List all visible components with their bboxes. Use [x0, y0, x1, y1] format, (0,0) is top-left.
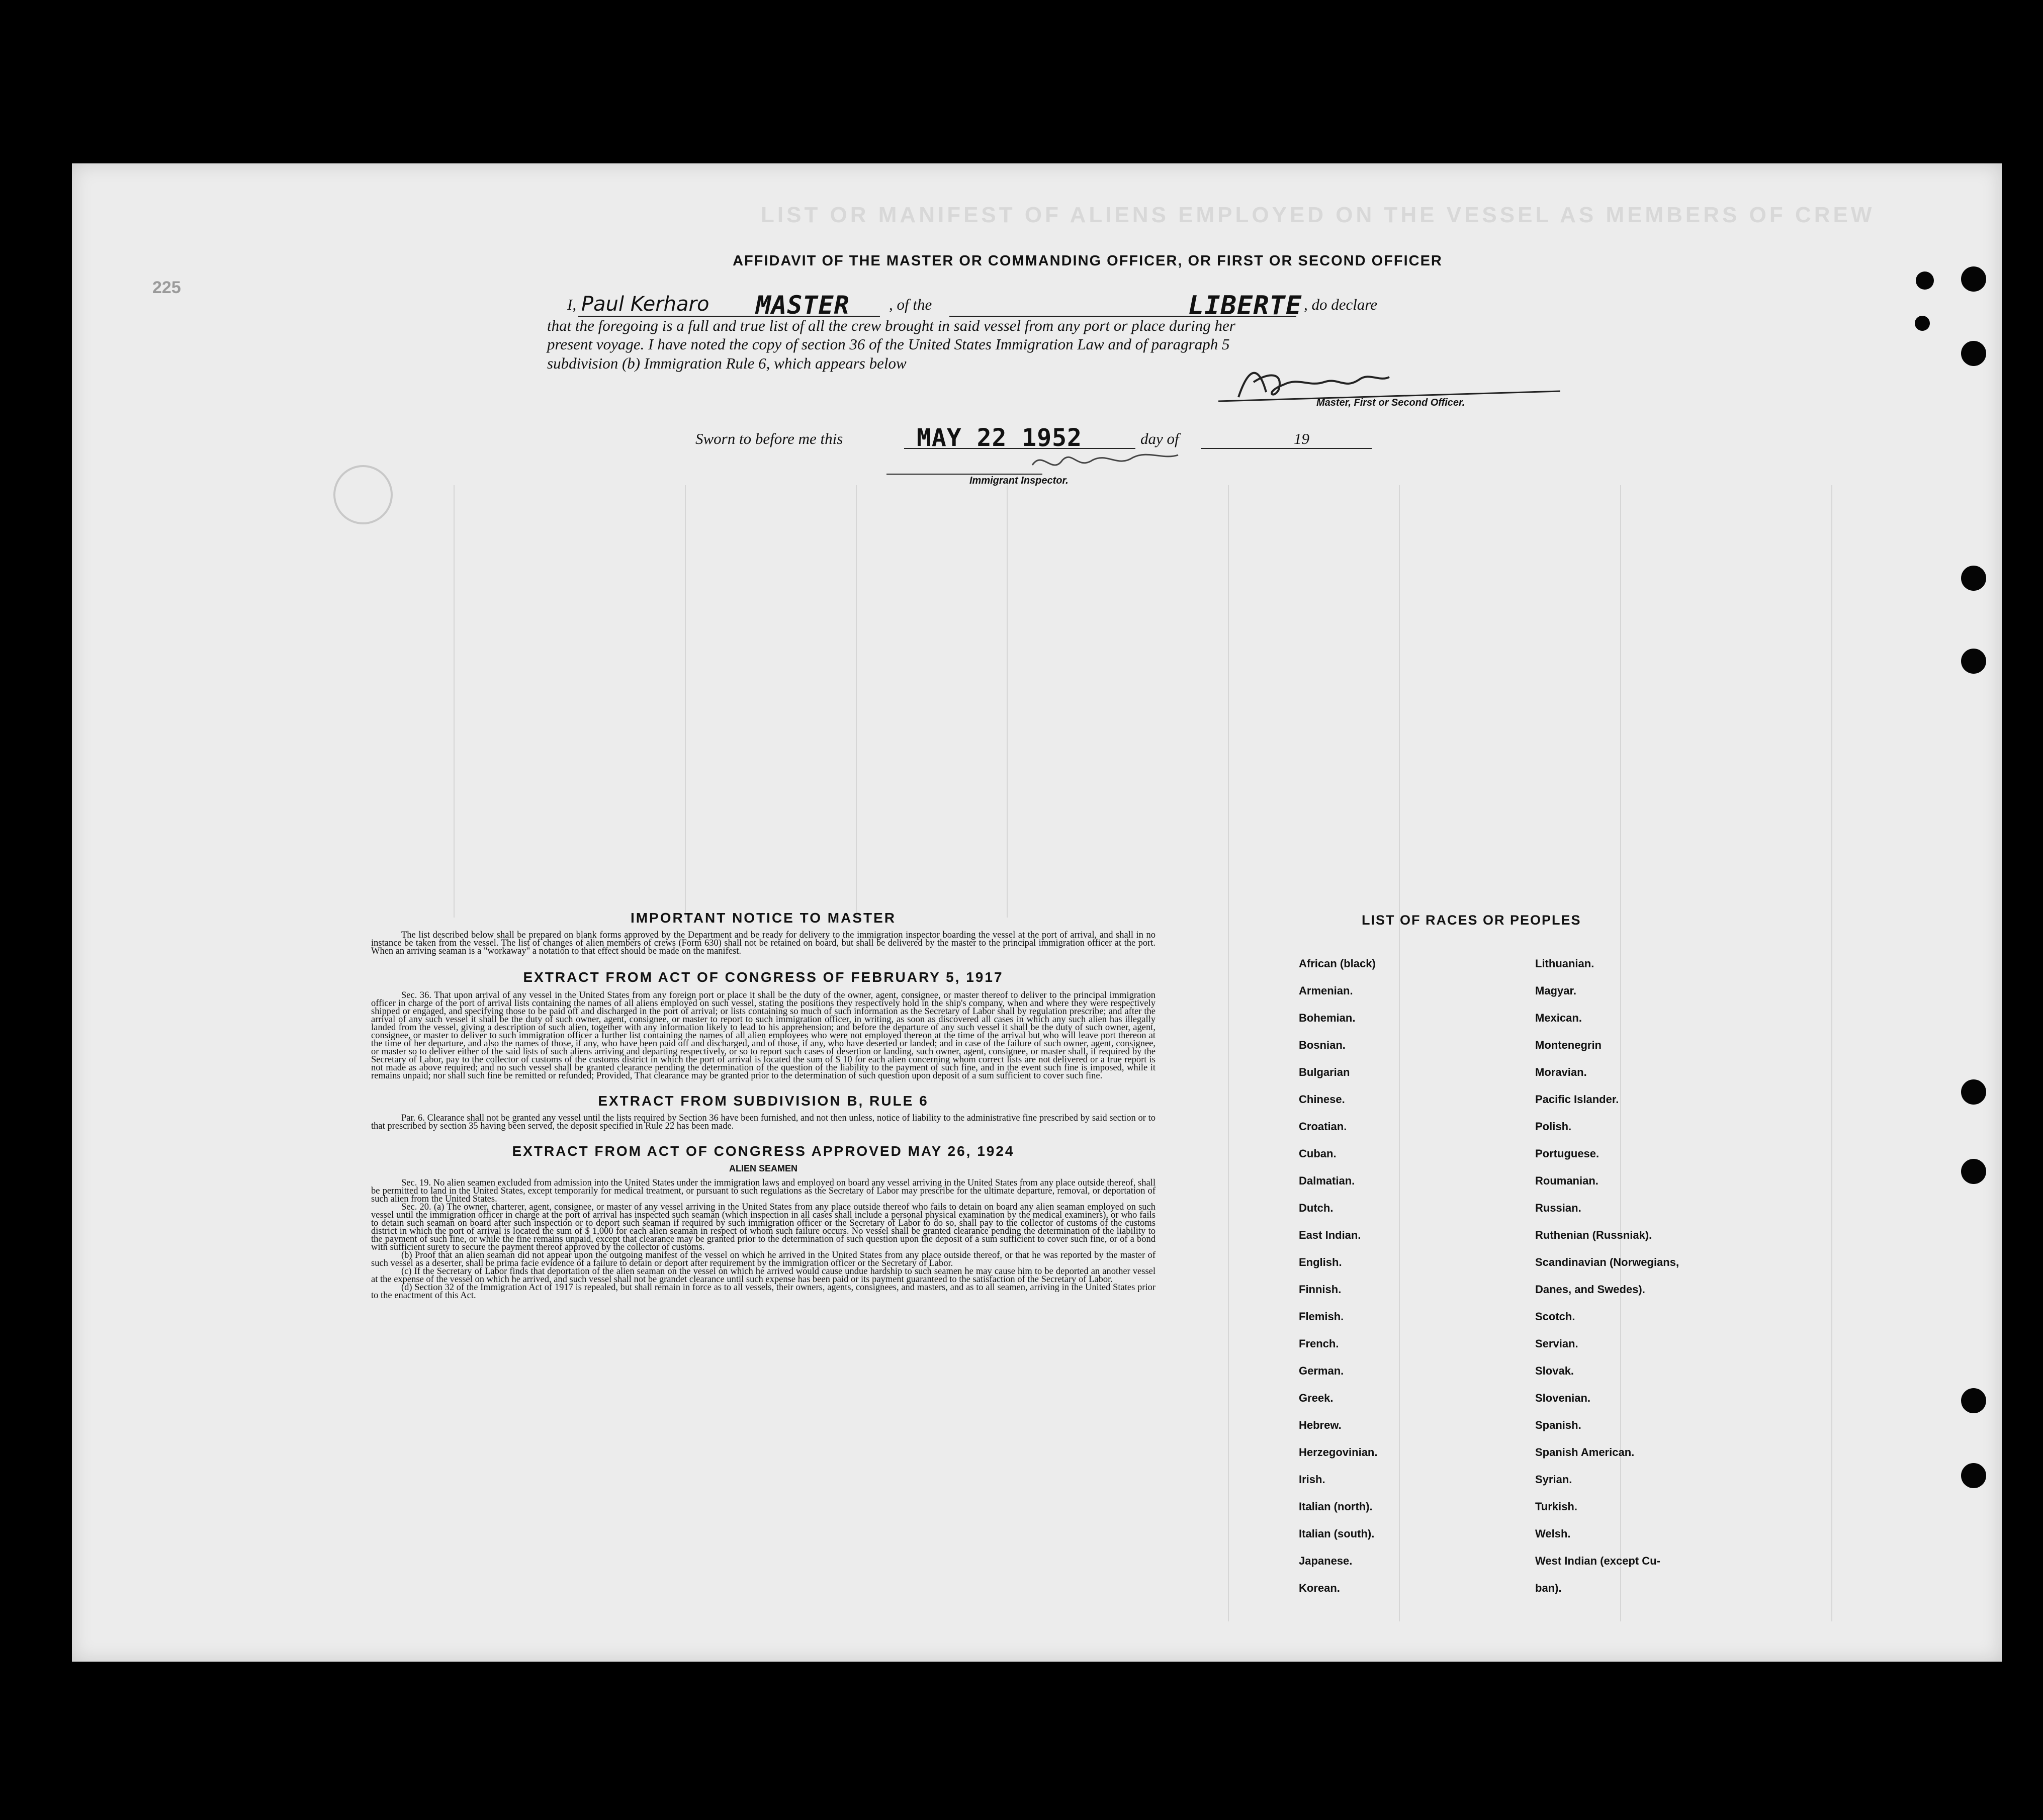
race-item: Scandinavian (Norwegians, [1535, 1256, 1679, 1268]
race-item: Portuguese. [1535, 1147, 1600, 1160]
punch-hole [1961, 341, 1986, 366]
race-item: Italian (south). [1299, 1527, 1375, 1540]
affidavit-body-3: subdivision (b) Immigration Rule 6, which appears below [547, 354, 907, 372]
race-item: Roumanian. [1535, 1174, 1598, 1187]
extract-rule6-body: Par. 6. Clearance shall not be granted any vessel until the lists required by Section 36 have been furnished, and not then unless, notice of liability to the administrative fine prescribed by said section or to that prescribed by section 35 having been served, the deposit specified in Rule 22 has been made. [371, 1113, 1156, 1131]
race-item: Dutch. [1299, 1202, 1334, 1214]
race-item: Flemish. [1299, 1310, 1344, 1323]
race-item: German. [1299, 1364, 1344, 1377]
race-item: Cuban. [1299, 1147, 1337, 1160]
master-title-stamp: MASTER [756, 291, 850, 320]
document-page [72, 163, 2002, 1662]
race-item: Chinese. [1299, 1093, 1345, 1106]
race-item: Spanish. [1535, 1419, 1581, 1431]
race-item: Servian. [1535, 1337, 1578, 1350]
race-item: Japanese. [1299, 1555, 1353, 1567]
race-item: Herzegovinian. [1299, 1446, 1378, 1459]
affidavit-line-declare [567, 291, 1573, 321]
race-item: Finnish. [1299, 1283, 1342, 1296]
extract-1924-title: EXTRACT FROM ACT OF CONGRESS APPROVED MAY 26, 1924 [512, 1143, 1015, 1159]
race-item: Lithuanian. [1535, 957, 1594, 970]
faint-round-stamp [333, 465, 393, 524]
race-item: Greek. [1299, 1392, 1334, 1404]
affidavit-title: AFFIDAVIT OF THE MASTER OR COMMANDING OFFICER, OR FIRST OR SECOND OFFICER [733, 253, 1443, 269]
edge-hole [1915, 316, 1930, 331]
races-title: LIST OF RACES OR PEOPLES [1362, 913, 1581, 928]
race-item: French. [1299, 1337, 1339, 1350]
notice-title: IMPORTANT NOTICE TO MASTER [630, 910, 897, 926]
race-item: Armenian. [1299, 984, 1353, 997]
race-item: Syrian. [1535, 1473, 1572, 1486]
punch-hole [1961, 1388, 1986, 1413]
inspector-caption: Immigrant Inspector. [969, 475, 1069, 486]
sec20b: (b) Proof that an alien seaman did not appear upon the outgoing manifest of the vessel on which he arrived in the United States from any place outside thereof, or that he was reported by the master of such vessel as a deserter, shall be prima facie evidence of a failure to detain or deport after requirement by the immigration officer or the Secretary of Labor. [371, 1250, 1156, 1268]
extract-1917-body: Sec. 36. That upon arrival of any vessel in the United States from any foreign port or place it shall be the duty of the owner, agent, consignee, or master thereof to deliver to the principal immigration officer in charge of the port of arrival lists containing the names of all aliens employed on such vessel, stating the positions they respectively hold in the ship's company, when and where they were respectively shipped or engaged, and specifying those to be paid off and discharged in the port of arrival; or lists containing so much of such information as the Secretary of Labor shall by regulation prescribe; and after the arrival of any such vessel it shall be the duty of such owner, agent, consignee, or master to report to such immigration officer, in writing, as soon as discovered all cases in which any such alien has illegally landed from the vessel, giving a description of such alien, together with any information likely to lead to his apprehension; and before the departure of any such vessel it shall be the duty of such owner, agent, consignee, or master to deliver to such immigration officer a further list containing the names of all alien employees who were not employed thereon at the time of the arrival but who will leave port thereon at the time of her departure, and also the names of those, if any, who have been paid off and discharged, and of those, if any, who have deserted or landed; and in case of the failure of such owner, agent, consignee, or master so to deliver either of the said lists of such aliens arriving and departing respectively, or so to report such cases of desertion or landing, such owner, agent, consignee, or master shall, if required by the Secretary of Labor, pay to the collector of customs of the customs district in which the port of arrival is located the sum of $ 10 for each alien concerning whom correct lists are not delivered or a true report is not made as above required; and no such vessel shall be granted clearance pending the determination of the question of the liability to the payment of such fine, and in the event such fine is imposed, while it remains unpaid; nor shall such fine be remitted or refunded; Provided, That clearance may be granted prior to the determination of such question upon deposit of a sum sufficient to cover such fine. [371, 990, 1156, 1081]
race-item: Hebrew. [1299, 1419, 1342, 1431]
race-item: Mexican. [1535, 1012, 1582, 1024]
race-item: Italian (north). [1299, 1500, 1373, 1513]
sec20d: (d) Section 32 of the Immigration Act of 1917 is repealed, but shall remain in force as to all vessels, their owners, agents, consignees, and masters, and as to all seamen, arriving in the United States prior to the enactment of this Act. [371, 1283, 1156, 1301]
affidavit-prefix: I, [567, 296, 577, 313]
punch-hole [1961, 649, 1986, 674]
sec19: Sec. 19. No alien seamen excluded from admission into the United States under the immigration laws and employed on board any vessel arriving in the United States from any place outside thereof, shall be permitted to land in the United States, except temporarily for medical treatment, or pursuant to such regulations as the Secretary of Labor may prescribe for the ultimate departure, removal, or deportation of such alien from the United States. [371, 1178, 1156, 1204]
race-item: Montenegrin [1535, 1039, 1602, 1051]
race-item: Croatian. [1299, 1120, 1347, 1133]
race-item: East Indian. [1299, 1229, 1361, 1241]
vessel-name-stamp: LIBERTE [1188, 291, 1302, 321]
punch-hole [1961, 1463, 1986, 1488]
extract-rule6-title: EXTRACT FROM SUBDIVISION B, RULE 6 [598, 1093, 929, 1109]
of-the-label: , of the [889, 296, 932, 313]
edge-hole [1916, 271, 1934, 290]
day-of-label: day of [1140, 430, 1179, 447]
sworn-date-stamp: MAY 22 1952 [917, 424, 1082, 452]
race-item: Bosnian. [1299, 1039, 1346, 1051]
race-item: Pacific Islander. [1535, 1093, 1619, 1106]
race-item: Welsh. [1535, 1527, 1571, 1540]
race-item: Bulgarian [1299, 1066, 1350, 1078]
race-item: ban). [1535, 1582, 1562, 1594]
race-item: African (black) [1299, 957, 1376, 970]
affidavit-body-2: present voyage. I have noted the copy of section 36 of the United States Immigration Law and of paragraph 5 [547, 335, 1230, 353]
sworn-prefix: Sworn to before me this [695, 430, 843, 447]
race-item: English. [1299, 1256, 1342, 1268]
punch-hole [1961, 266, 1986, 292]
race-item: West Indian (except Cu- [1535, 1555, 1660, 1567]
race-item: Moravian. [1535, 1066, 1587, 1078]
ghost-header-title: LIST OR MANIFEST OF ALIENS EMPLOYED ON THE VESSEL AS MEMBERS OF CREW [761, 203, 1875, 227]
race-item: Magyar. [1535, 984, 1576, 997]
race-item: Spanish American. [1535, 1446, 1635, 1459]
extract-1924-subtitle: ALIEN SEAMEN [729, 1163, 797, 1173]
master-name-handwritten: Paul Kerharo [581, 293, 709, 316]
race-item: Polish. [1535, 1120, 1572, 1133]
race-item: Slovak. [1535, 1364, 1574, 1377]
sec20c: (c) If the Secretary of Labor finds that deportation of the alien seaman on the vessel on which he arrived would cause undue hardship to such seamen he may cause him to be deported an another vessel at the expense of the vessel on which he arrived, and such vessel shall not be grandet clearance until such expense has been paid or its payment guaranteed to the satisfaction of the Secretary of Labor. [371, 1266, 1156, 1285]
race-item: Korean. [1299, 1582, 1340, 1594]
sec20a: Sec. 20. (a) The owner, charterer, agent, consignee, or master of any vessel arriving in the United States from any place outside thereof who fails to detain on board any alien seaman employed on such vessel until the immigration officer in charge at the port of arrival has inspected such seaman (which inspection in all cases shall include a personal physical examination by the medical examiners), or who fails to detain such seaman on board after such inspection or to deport such seaman if required by such immigration officer or the Secretary of Labor to do so, shall pay to the collector of customs of the customs district in which the port of arrival is located the sum of $ 1,000 for each alien seaman in respect of whom such failure occurs. No vessel shall be granted clearance pending the determination of the liability to the payment of such fine, or while the fine remains unpaid, except that clearance may be granted prior to the determination of such question upon the deposit of a sum sufficient to cover such fine, or of a bond with sufficient surety to secure the payment thereof approved by the collector of customs. [371, 1202, 1156, 1252]
punch-hole [1961, 1159, 1986, 1184]
punch-hole [1961, 566, 1986, 591]
punch-hole [1961, 1079, 1986, 1105]
signature-caption: Master, First or Second Officer. [1316, 397, 1465, 408]
page-number: 225 [152, 278, 181, 297]
race-item: Danes, and Swedes). [1535, 1283, 1645, 1296]
race-item: Russian. [1535, 1202, 1581, 1214]
do-declare-label: , do declare [1304, 296, 1378, 313]
notice-body: The list described below shall be prepared on blank forms approved by the Department and be ready for delivery to the immigration inspector boarding the vessel at the port of arrival, and shall in no instance be taken from the vessel. The list of changes of alien members of crews (Form 630) shall not be retained on board, but shall be delivered by the master to the principal immigration officer at the port. When an arriving seaman is a "workaway" a notation to that effect should be made on the manifest. [371, 930, 1156, 956]
year-prefix: 19 [1294, 430, 1309, 447]
race-item: Ruthenian (Russniak). [1535, 1229, 1652, 1241]
race-item: Dalmatian. [1299, 1174, 1355, 1187]
extract-1924-body [371, 1179, 1156, 1300]
extract-1917-title: EXTRACT FROM ACT OF CONGRESS OF FEBRUARY 5, 1917 [523, 969, 1004, 985]
notice-section [371, 910, 1156, 1300]
race-item: Bohemian. [1299, 1012, 1356, 1024]
race-item: Slovenian. [1535, 1392, 1591, 1404]
race-item: Scotch. [1535, 1310, 1575, 1323]
race-item: Turkish. [1535, 1500, 1577, 1513]
race-item: Irish. [1299, 1473, 1325, 1486]
affidavit-body-1: that the foregoing is a full and true list of all the crew brought in said vessel from any port or place during her [547, 317, 1235, 334]
